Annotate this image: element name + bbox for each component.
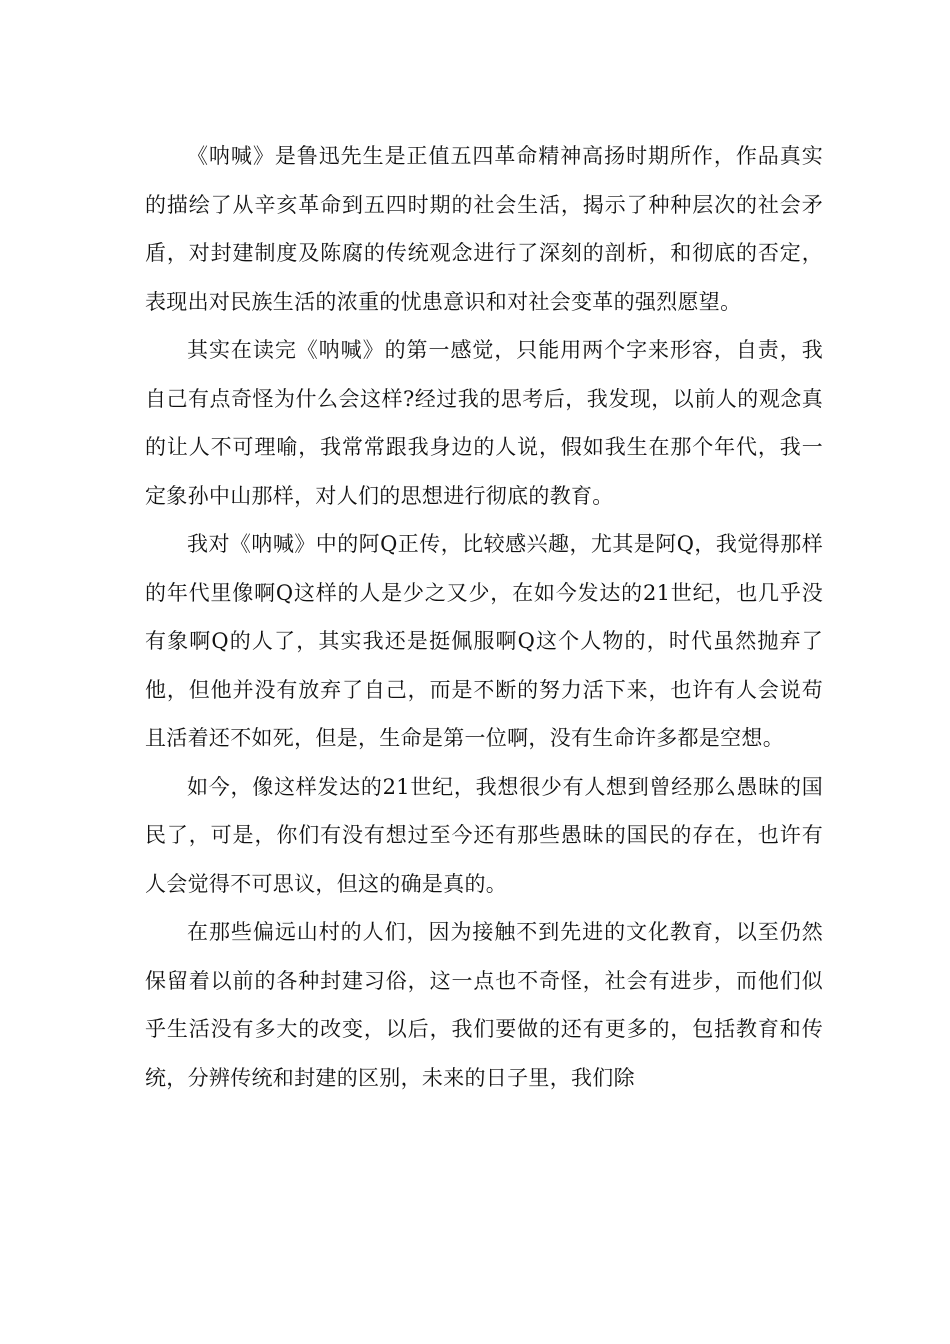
- paragraph-5: 在那些偏远山村的人们，因为接触不到先进的文化教育，以至仍然保留着以前的各种封建习俗，这一点也不奇怪，社会有进步，而他们似乎生活没有多大的改变，以后，我们要做的还有更多的，包括教育和传统，分辨传统和封建的区别，未来的日子里，我们除: [145, 920, 823, 1090]
- document-body: [145, 132, 823, 1102]
- paragraph-2: 其实在读完《呐喊》的第一感觉，只能用两个字来形容，自责，我自己有点奇怪为什么会这样?经过我的思考后，我发现，以前人的观念真的让人不可理喻，我常常跟我身边的人说，假如我生在那个年代，我一定象孙中山那样，对人们的思想进行彻底的教育。: [145, 338, 823, 508]
- paragraph-3: 我对《呐喊》中的阿Q正传，比较感兴趣，尤其是阿Q，我觉得那样的年代里像啊Q这样的人是少之又少，在如今发达的21世纪，也几乎没有象啊Q的人了，其实我还是挺佩服啊Q这个人物的，时代虽然抛弃了他，但他并没有放弃了自己，而是不断的努力活下来，也许有人会说苟且活着还不如死，但是，生命是第一位啊，没有生命许多都是空想。: [145, 532, 823, 750]
- paragraph-1: 《呐喊》是鲁迅先生是正值五四革命精神高扬时期所作，作品真实的描绘了从辛亥革命到五四时期的社会生活，揭示了种种层次的社会矛盾，对封建制度及陈腐的传统观念进行了深刻的剖析，和彻底的否定，表现出对民族生活的浓重的忧患意识和对社会变革的强烈愿望。: [145, 144, 823, 314]
- paragraph-4: 如今，像这样发达的21世纪，我想很少有人想到曾经那么愚昧的国民了，可是，你们有没有想过至今还有那些愚昧的国民的存在，也许有人会觉得不可思议，但这的确是真的。: [145, 774, 823, 896]
